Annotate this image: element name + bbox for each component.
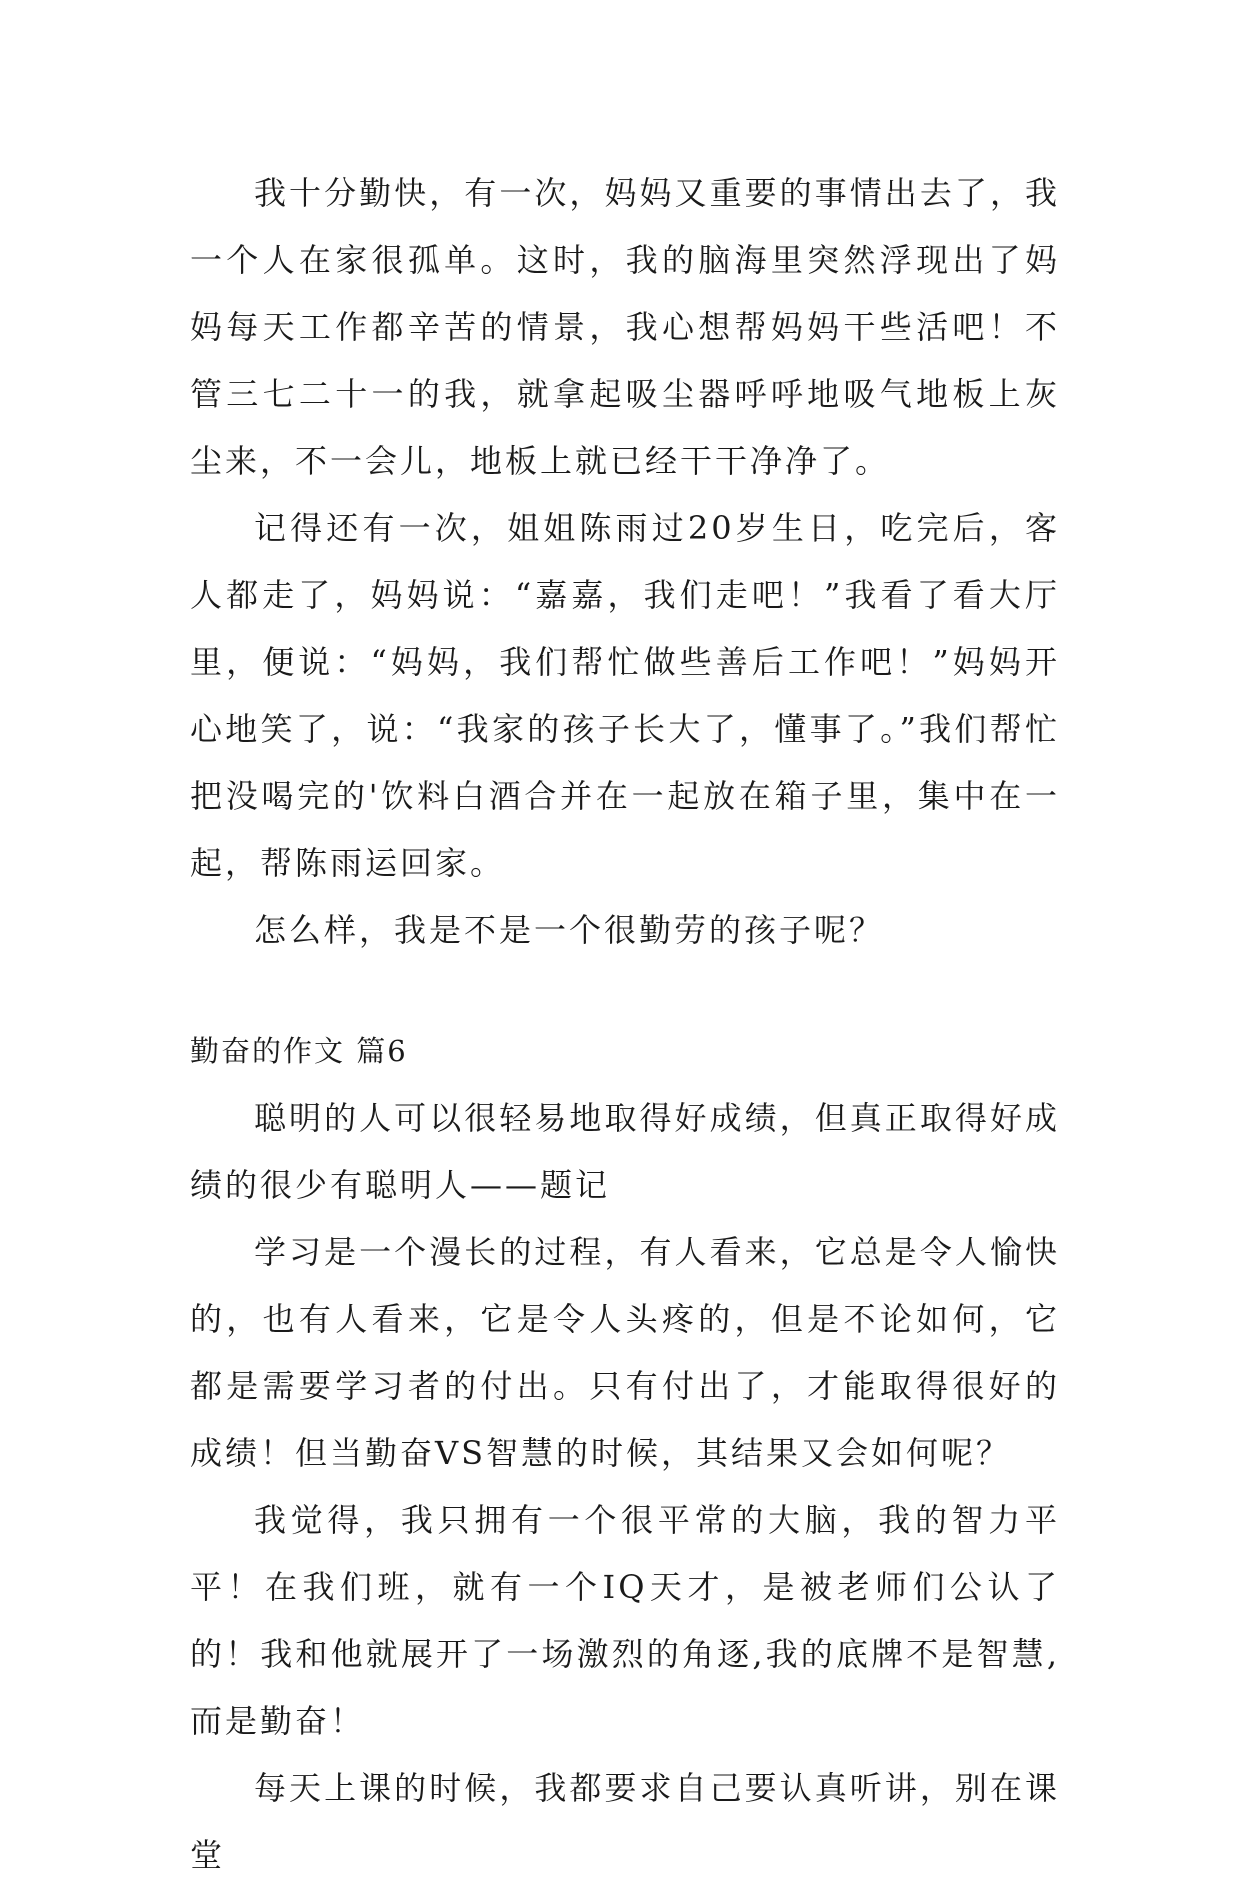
paragraph-class-listening: 每天上课的时候，我都要求自己要认真听讲，别在课堂: [190, 1769, 1060, 1874]
section-heading: 勤奋的作文 篇6: [190, 1034, 408, 1068]
paragraph-epigraph: 聪明的人可以很轻易地取得好成绩，但真正取得好成绩的很少有聪明人——题记: [190, 1099, 1060, 1204]
paragraph-learning-process: 学习是一个漫长的过程，有人看来，它总是令人愉快的，也有人看来，它是令人头疼的，但是不论如何，它都是需要学习者的付出。只有付出了，才能取得很好的成绩！但当勤奋VS智慧的时候，其结果又会如何呢？: [190, 1233, 1060, 1472]
section-gap: [190, 964, 1060, 1018]
paragraph-question: 怎么样，我是不是一个很勤劳的孩子呢？: [254, 911, 885, 949]
document-page: [190, 160, 1060, 1889]
paragraph-diligent-cleaning: 我十分勤快，有一次，妈妈又重要的事情出去了，我一个人在家很孤单。这时，我的脑海里突然浮现出了妈妈每天工作都辛苦的情景，我心想帮妈妈干些活吧！不管三七二十一的我，就拿起吸尘器呼呼地吸气地板上灰尘来，不一会儿，地板上就已经干干净净了。: [190, 174, 1060, 480]
paragraph-iq-rival: 我觉得，我只拥有一个很平常的大脑，我的智力平平！在我们班，就有一个IQ天才，是被老师们公认了的！我和他就展开了一场激烈的角逐,我的底牌不是智慧,而是勤奋！: [190, 1501, 1060, 1740]
paragraph-birthday-cleanup: 记得还有一次，姐姐陈雨过20岁生日，吃完后，客人都走了，妈妈说：“嘉嘉，我们走吧！”我看了看大厅里，便说：“妈妈，我们帮忙做些善后工作吧！”妈妈开心地笑了，说：“我家的孩子长大了，懂事了。”我们帮忙把没喝完的'饮料白酒合并在一起放在箱子里，集中在一起，帮陈雨运回家。: [190, 509, 1060, 882]
